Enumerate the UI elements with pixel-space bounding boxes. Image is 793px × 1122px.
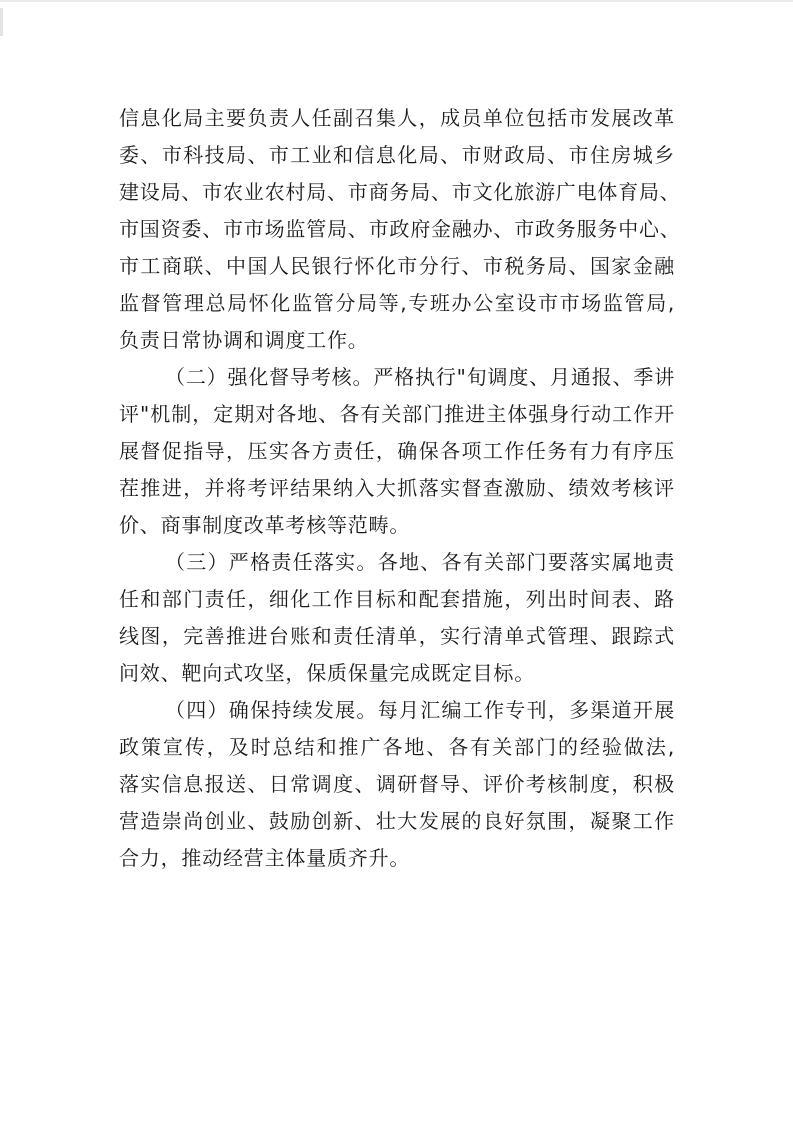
text-line: 委、市科技局、市工业和信息化局、市财政局、市住房城乡 [119, 143, 675, 167]
text-line: 建设局、市农业农村局、市商务局、市文化旅游广电体育局、 [119, 180, 681, 204]
text-line: 线图，完善推进台账和责任清单，实行清单式管理、跟踪式 [119, 624, 675, 648]
text-line: 落实信息报送、日常调度、调研督导、评价考核制度，积极 [119, 772, 675, 796]
text-line: 市国资委、市市场监管局、市政府金融办、市政务服务中心、 [119, 217, 681, 241]
text-line: 茬推进，并将考评结果纳入大抓落实督查激励、绩效考核评 [119, 476, 675, 500]
paragraph-end-line: 问效、靶向式攻坚，保质保量完成既定目标。 [119, 661, 535, 685]
paragraph-end-line: 价、商事制度改革考核等范畴。 [119, 513, 411, 537]
text-line: 评"机制，定期对各地、各有关部门推进主体强身行动工作开 [119, 402, 675, 426]
scan-edge-artifact [0, 0, 793, 2]
paragraph-end-line: 负责日常协调和调度工作。 [119, 328, 369, 352]
paragraph-start-line: （四）确保持续发展。每月汇编工作专刊，多渠道开展 [165, 698, 675, 722]
text-line: 信息化局主要负责人任副召集人，成员单位包括市发展改革 [119, 106, 675, 130]
text-line: 监督管理总局怀化监管分局等,专班办公室设市市场监管局, [119, 291, 675, 315]
text-line: 营造崇尚创业、鼓励创新、壮大发展的良好氛围，凝聚工作 [119, 809, 675, 833]
paragraph-end-line: 合力，推动经营主体量质齐升。 [119, 846, 411, 870]
document-body [119, 100, 681, 877]
text-line: 展督促指导，压实各方责任，确保各项工作任务有力有序压 [119, 439, 675, 463]
text-line: 政策宣传，及时总结和推广各地、各有关部门的经验做法, [119, 735, 675, 759]
paragraph-start-line: （三）严格责任落实。各地、各有关部门要落实属地责 [165, 550, 675, 574]
paragraph-start-line: （二）强化督导考核。严格执行"旬调度、月通报、季讲 [165, 365, 675, 389]
scan-corner-artifact [0, 8, 3, 36]
text-line: 任和部门责任，细化工作目标和配套措施，列出时间表、路 [119, 587, 675, 611]
text-line: 市工商联、中国人民银行怀化市分行、市税务局、国家金融 [119, 254, 675, 278]
